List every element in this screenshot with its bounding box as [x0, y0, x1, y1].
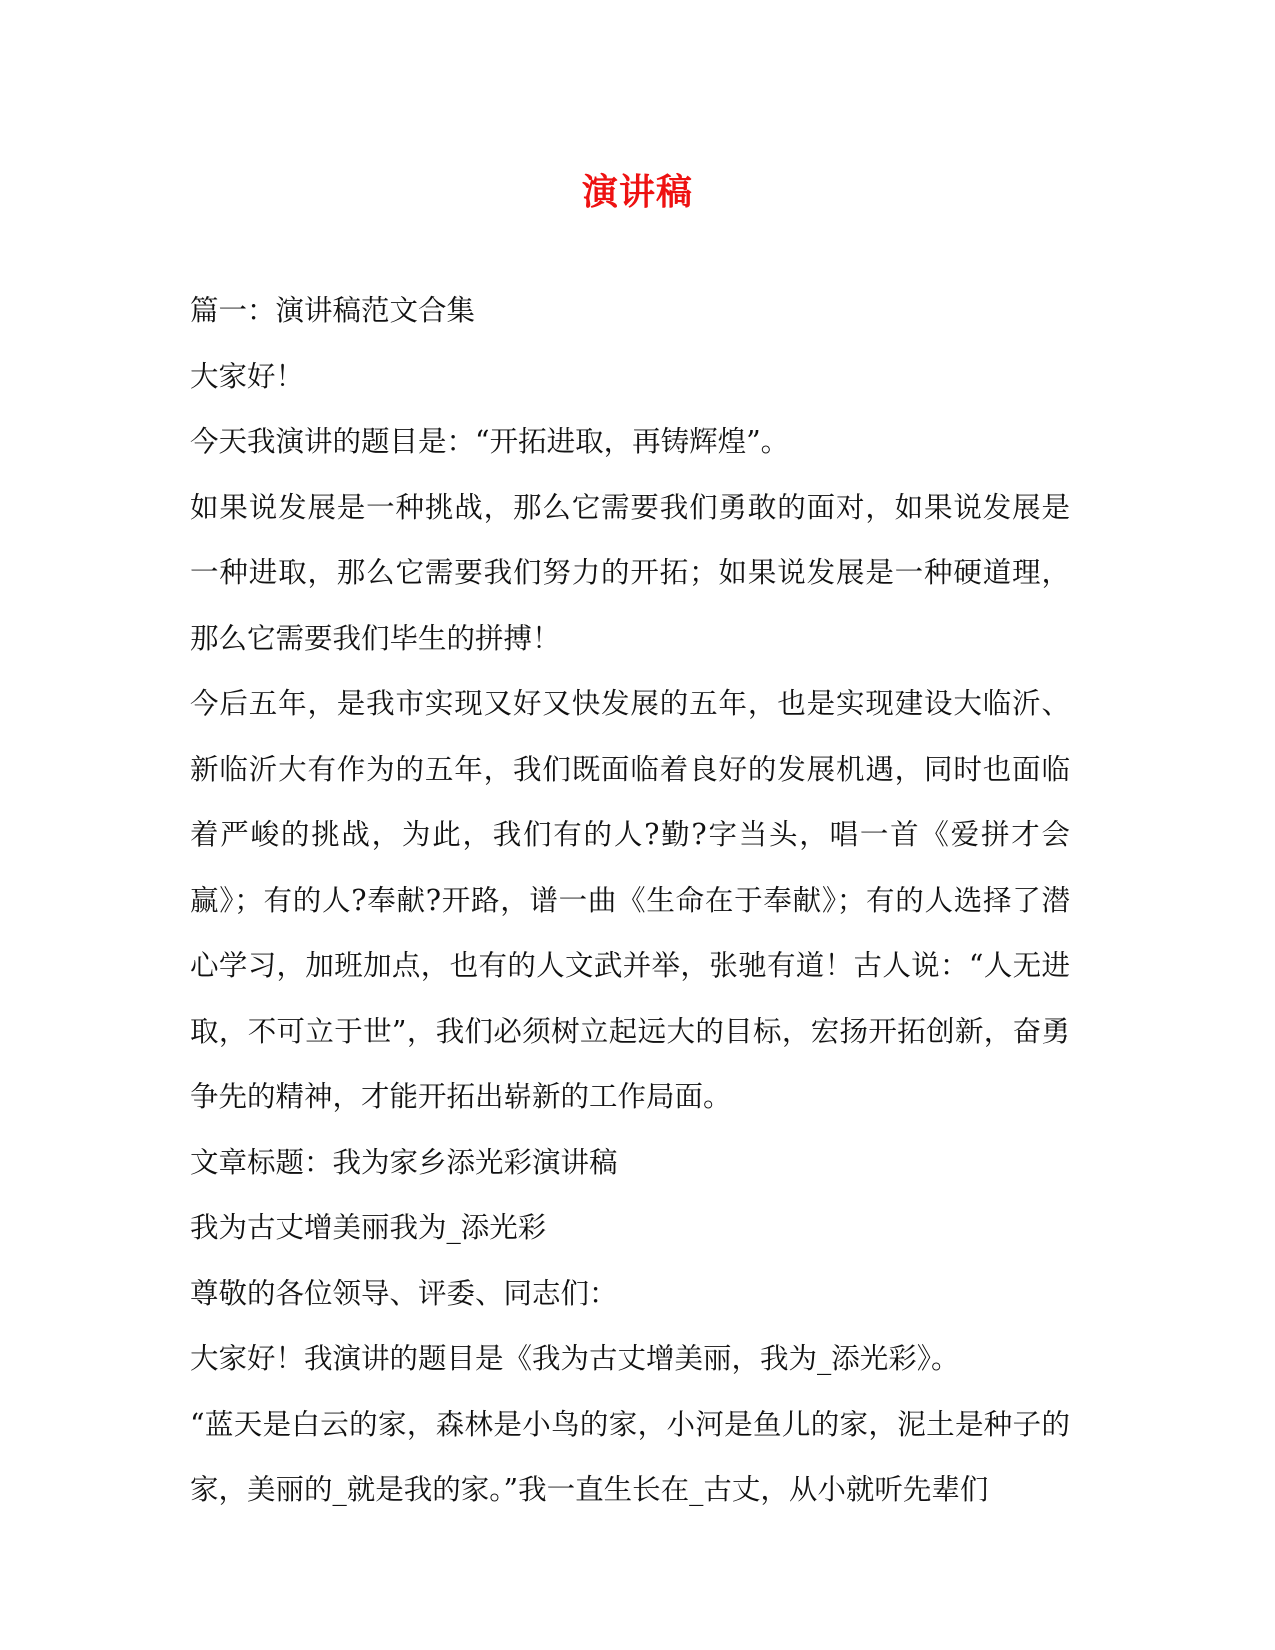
paragraph-development: 如果说发展是一种挑战，那么它需要我们勇敢的面对，如果说发展是一种进取，那么它需要我们努力的开拓；如果说发展是一种硬道理，那么它需要我们毕生的拼搏！: [190, 490, 1070, 655]
paragraph-topic: 今天我演讲的题目是：“开拓进取，再铸辉煌”。: [190, 425, 790, 458]
paragraph-greeting: 大家好！: [190, 359, 305, 393]
paragraph-greeting-topic: 大家好！我演讲的题目是《我为古丈增美丽，我为_添光彩》。: [190, 1342, 960, 1375]
paragraph-article-title: 文章标题：我为家乡添光彩演讲稿: [190, 1145, 618, 1179]
paragraph-heading-section-one: 篇一：演讲稿范文合集: [190, 294, 476, 327]
paragraph-salutation: 尊敬的各位领导、评委、同志们：: [190, 1276, 618, 1310]
paragraph-subtitle: 我为古丈增美丽我为_添光彩: [190, 1211, 547, 1244]
paragraph-home: “蓝天是白云的家，森林是小鸟的家，小河是鱼儿的家，泥土是种子的家，美丽的_就是我的家。”我一直生长在_古丈，从小就听先辈们: [190, 1407, 1070, 1506]
document-title: 演讲稿: [581, 171, 693, 213]
document-body: [190, 278, 1070, 1523]
paragraph-five-years: 今后五年，是我市实现又好又快发展的五年，也是实现建设大临沂、新临沂大有作为的五年，我们既面临着良好的发展机遇，同时也面临着严峻的挑战，为此，我们有的人?勤?字当头，唱一首《爱拼才会赢》；有的人?奉献?开路，谱一曲《生命在于奉献》；有的人选择了潜心学习，加班加点，也有的人文武并举，张驰有道！古人说：“人无进取，不可立于世”，我们必须树立起远大的目标，宏扬开拓创新，奋勇争先的精神，才能开拓出崭新的工作局面。: [190, 687, 1070, 1113]
